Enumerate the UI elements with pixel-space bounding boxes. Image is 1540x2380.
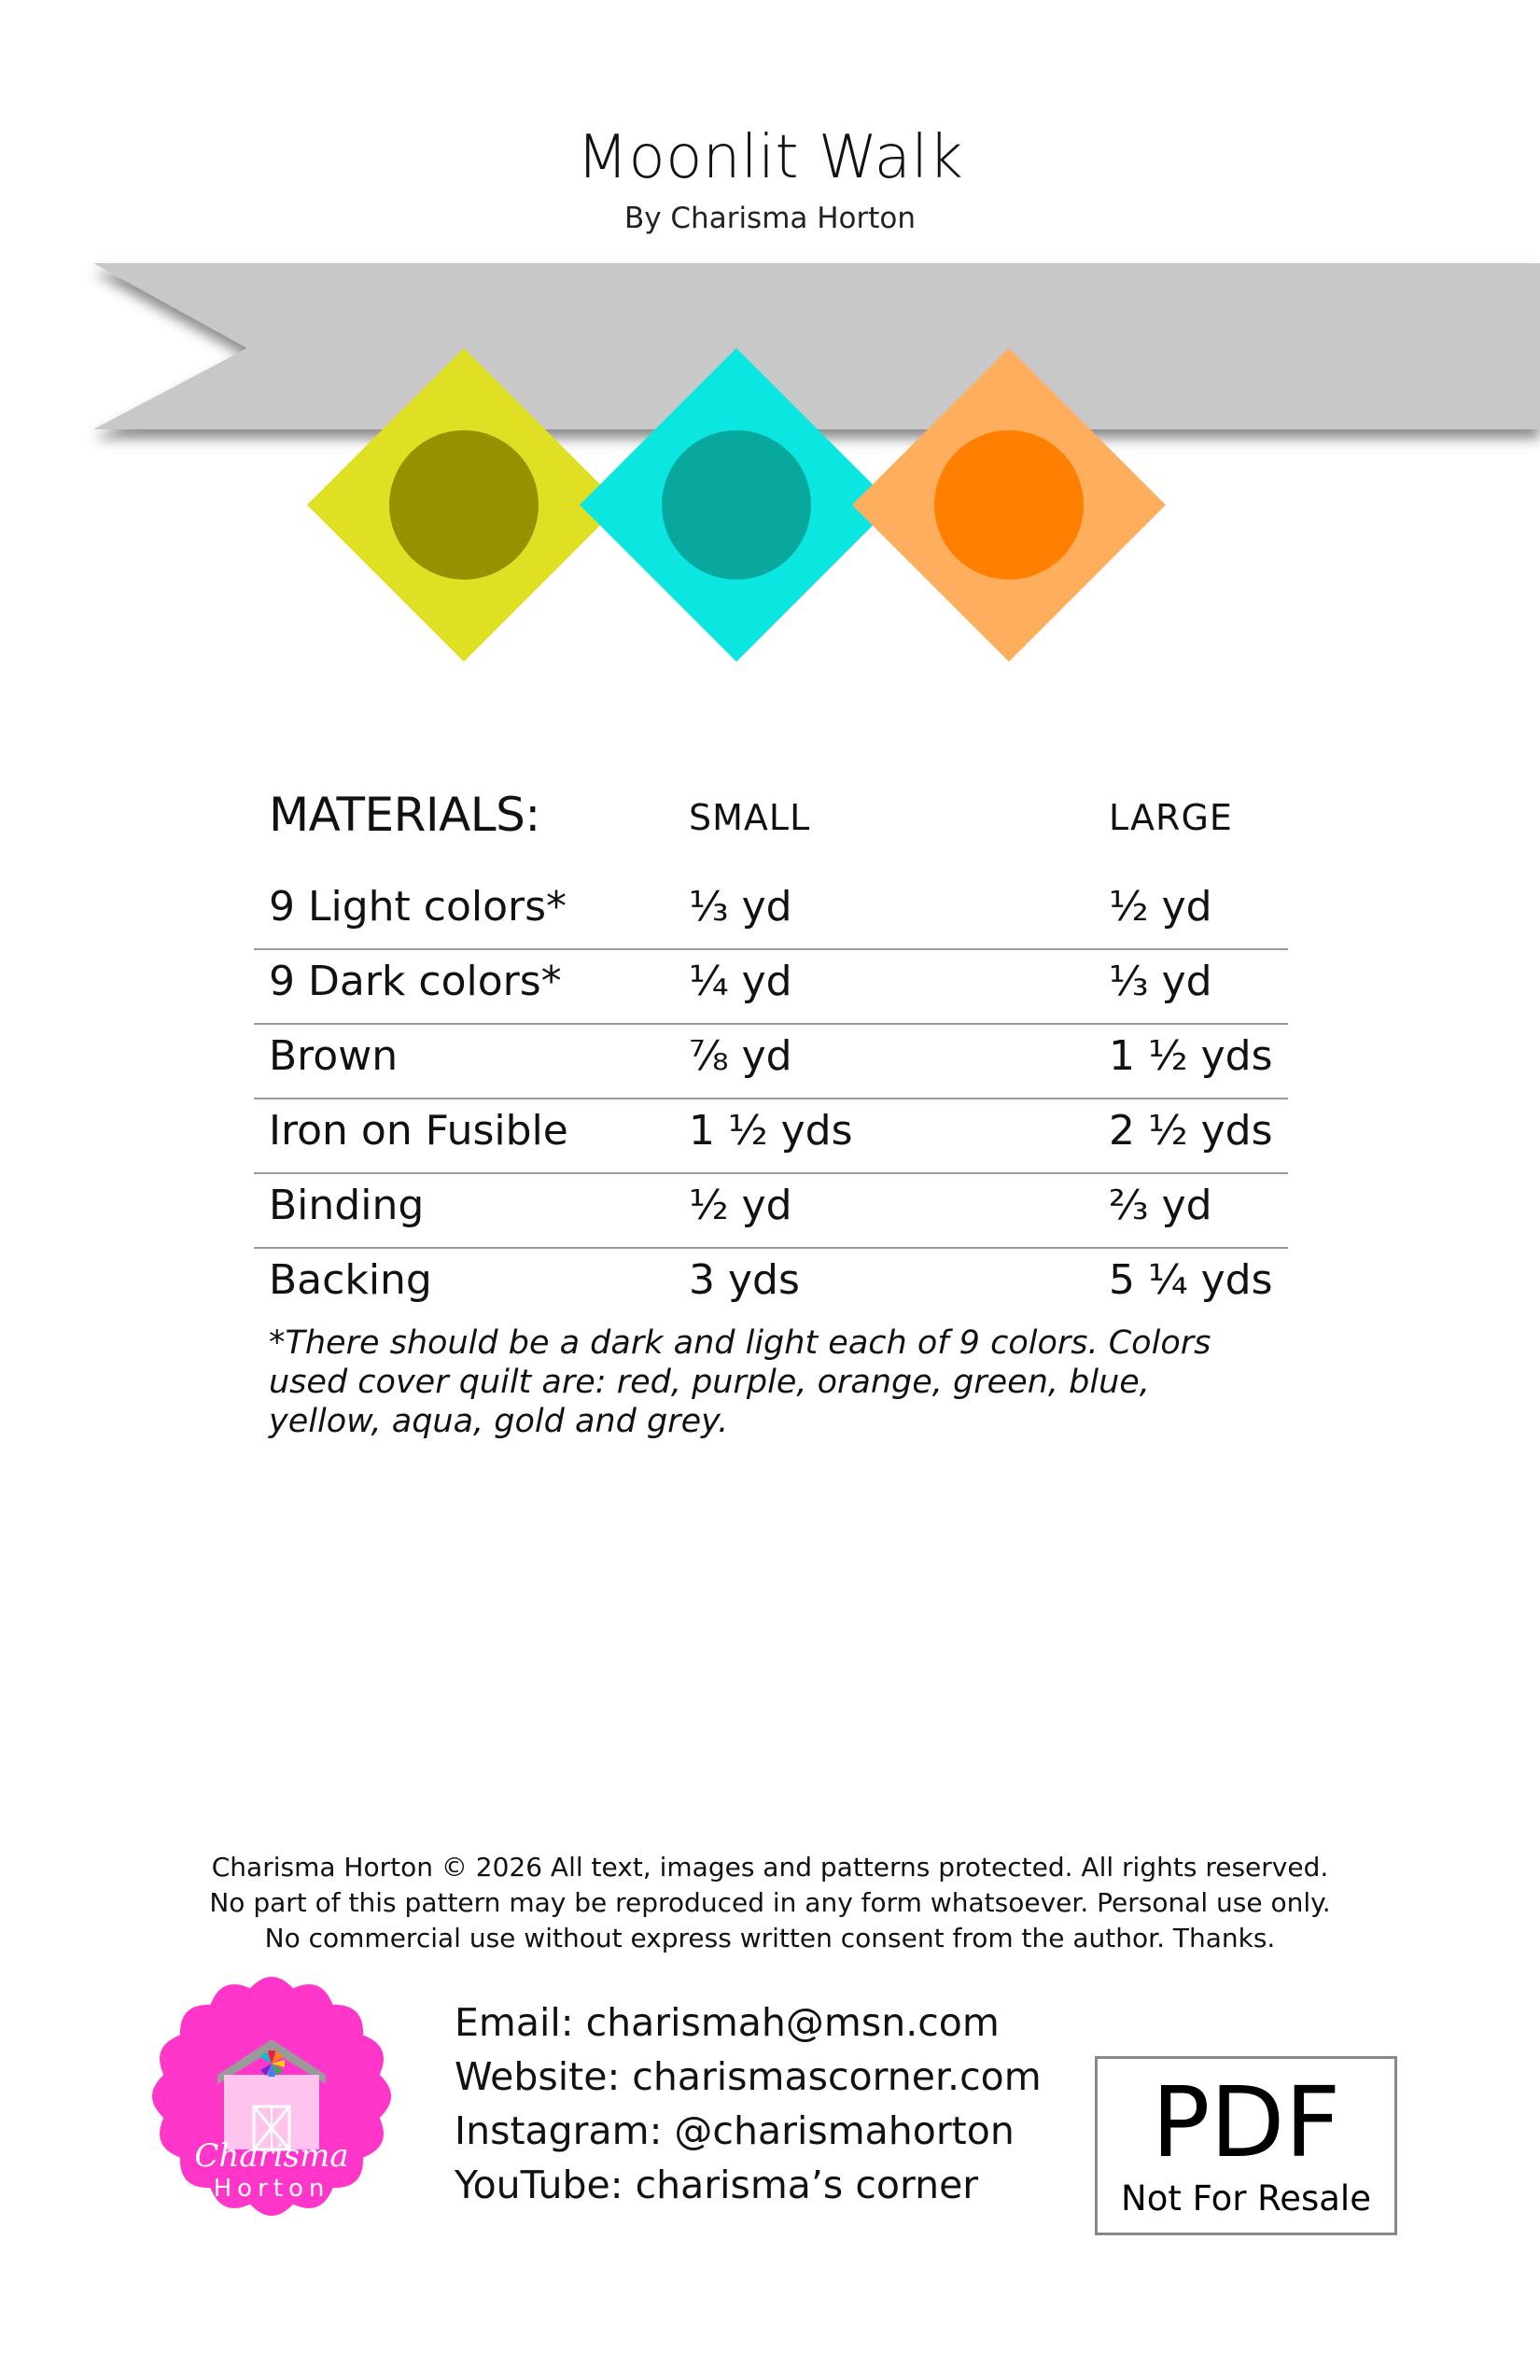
material-small-qty: 3 yds	[689, 1256, 800, 1304]
material-item: Binding	[269, 1182, 425, 1229]
materials-note	[269, 1323, 1295, 1441]
logo-surname: Horton	[213, 2175, 330, 2203]
copyright-line: Charisma Horton © 2026 All text, images and patterns protected. All rights reserved.	[211, 1852, 1329, 1883]
logo-name: Charisma	[194, 2137, 349, 2175]
material-large-qty: ⅔ yd	[1109, 1182, 1212, 1229]
material-large-qty: 1 ½ yds	[1109, 1032, 1273, 1080]
author-byline: By Charisma Horton	[623, 202, 917, 235]
material-item: 9 Dark colors*	[269, 958, 562, 1005]
contact-info	[455, 1995, 1042, 2212]
material-row	[254, 1174, 1288, 1249]
materials-table	[254, 782, 1288, 1322]
circle-dark-2	[662, 430, 811, 580]
website-link[interactable]: Website: charismascorner.com	[455, 2054, 1042, 2099]
pattern-title: Moonlit Walk	[576, 123, 964, 192]
not-for-resale-label: Not For Resale	[1121, 2178, 1371, 2219]
material-item: Iron on Fusible	[269, 1107, 568, 1155]
material-item: Backing	[269, 1256, 432, 1304]
material-small-qty: ¼ yd	[689, 958, 792, 1005]
circle-dark-3	[934, 430, 1084, 580]
materials-header	[254, 782, 1288, 875]
material-small-qty: 1 ½ yds	[689, 1107, 853, 1155]
column-small: SMALL	[689, 797, 811, 838]
copyright-line: No commercial use without express written consent from the author. Thanks.	[264, 1923, 1276, 1953]
materials-heading: MATERIALS:	[269, 788, 540, 842]
material-row	[254, 1099, 1288, 1174]
material-small-qty: ⅞ yd	[689, 1032, 792, 1080]
pdf-badge	[1095, 2056, 1397, 2235]
pdf-label: PDF	[1151, 2065, 1341, 2179]
material-row	[254, 950, 1288, 1025]
column-large: LARGE	[1109, 797, 1233, 838]
email-link[interactable]: Email: charismah@msn.com	[455, 2000, 1000, 2045]
material-row	[254, 1025, 1288, 1099]
material-small-qty: ½ yd	[689, 1182, 792, 1229]
material-item: Brown	[269, 1032, 399, 1080]
instagram-link[interactable]: Instagram: @charismahorton	[455, 2108, 1015, 2153]
note-line: used cover quilt are: red, purple, orange, green, blue,	[269, 1364, 1150, 1401]
material-large-qty: ⅓ yd	[1109, 958, 1212, 1005]
copyright-line: No part of this pattern may be reproduced in any form whatsoever. Personal use only.	[209, 1887, 1331, 1918]
material-small-qty: ⅓ yd	[689, 883, 792, 931]
grey-ribbon	[93, 263, 1540, 429]
note-line: yellow, aqua, gold and grey.	[269, 1403, 729, 1440]
material-row	[254, 875, 1288, 950]
material-item: 9 Light colors*	[269, 883, 567, 931]
copyright-notice	[0, 1850, 1540, 1956]
banner-illustration	[0, 252, 1540, 681]
material-large-qty: ½ yd	[1109, 883, 1212, 931]
youtube-link[interactable]: YouTube: charisma’s corner	[455, 2163, 979, 2207]
material-large-qty: 5 ¼ yds	[1109, 1256, 1273, 1304]
material-large-qty: 2 ½ yds	[1109, 1107, 1273, 1155]
material-row	[254, 1249, 1288, 1322]
note-line: *There should be a dark and light each of 9 colors. Colors	[269, 1324, 1211, 1362]
circle-dark-1	[389, 430, 539, 580]
